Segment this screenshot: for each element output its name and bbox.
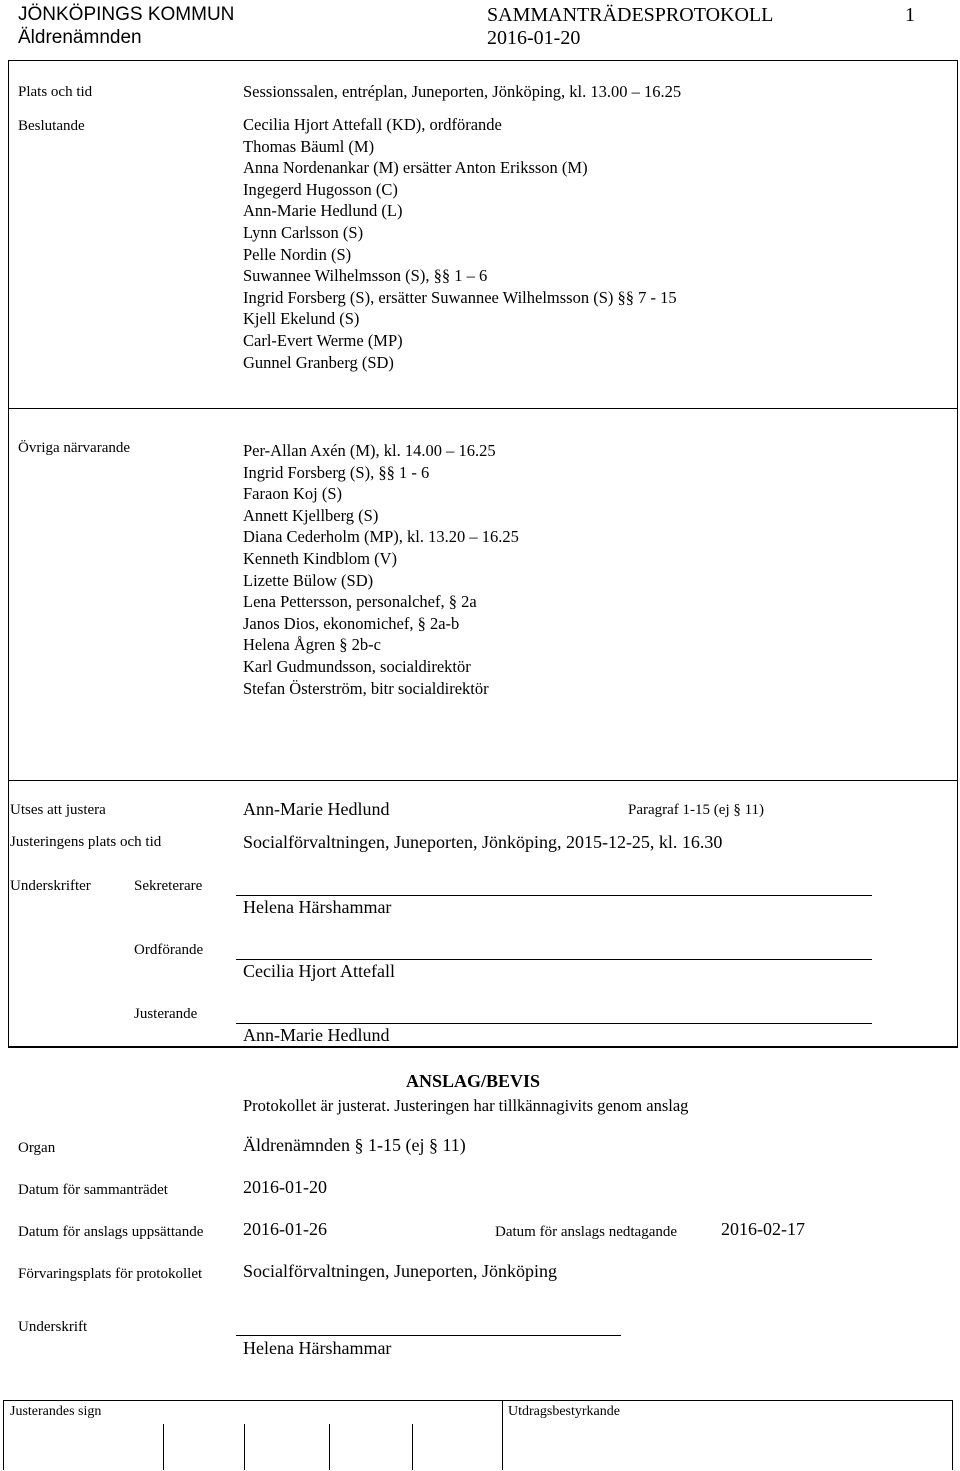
datum-sammantradet-label: Datum för sammanträdet — [18, 1182, 168, 1198]
signature-line-sekreterare — [236, 895, 872, 896]
nedtagande-label: Datum för anslags nedtagande — [495, 1224, 678, 1240]
beslutande-item: Thomas Bäuml (M) — [243, 136, 375, 156]
beslutande-label: Beslutande — [18, 118, 85, 134]
right-border — [957, 60, 958, 1046]
sekreterare-name: Helena Härshammar — [243, 897, 392, 917]
ordforande-name: Cecilia Hjort Attefall — [243, 961, 395, 981]
document-date: 2016-01-20 — [487, 27, 581, 49]
justeringens-plats-value: Socialförvaltningen, Juneporten, Jönköping, 2015-12-25, kl. 16.30 — [243, 832, 723, 852]
organ-value: Äldrenämnden § 1-15 (ej § 11) — [243, 1135, 466, 1155]
justerande-label: Justerande — [134, 1006, 198, 1022]
page-number: 1 — [905, 4, 915, 26]
beslutande-item: Gunnel Granberg (SD) — [243, 352, 394, 372]
section-divider — [8, 780, 958, 781]
signature-line-underskrift — [236, 1335, 621, 1336]
underskrifter-label: Underskrifter — [10, 878, 91, 894]
ordforande-label: Ordförande — [134, 942, 204, 958]
committee-name: Äldrenämnden — [18, 27, 142, 48]
ovriga-item: Lizette Bülow (SD) — [243, 570, 374, 590]
ovriga-label: Övriga närvarande — [18, 440, 131, 456]
beslutande-list — [243, 114, 677, 373]
ovriga-item: Diana Cederholm (MP), kl. 13.20 – 16.25 — [243, 527, 519, 547]
beslutande-item: Kjell Ekelund (S) — [243, 309, 360, 329]
beslutande-item: Carl-Evert Werme (MP) — [243, 330, 403, 350]
underskrift-name: Helena Härshammar — [243, 1338, 392, 1358]
organ-label: Organ — [18, 1140, 56, 1156]
ovriga-item: Janos Dios, ekonomichef, § 2a-b — [243, 613, 460, 633]
utses-label: Utses att justera — [10, 802, 106, 818]
beslutande-item: Ingrid Forsberg (S), ersätter Suwannee Wilhelmsson (S) §§ 7 - 15 — [243, 287, 677, 307]
anslag-statement: Protokollet är justerat. Justeringen har tillkännagivits genom anslag — [243, 1096, 689, 1115]
underskrift-label: Underskrift — [18, 1319, 88, 1335]
plats-och-tid-label: Plats och tid — [18, 84, 93, 100]
beslutande-item: Anna Nordenankar (M) ersätter Anton Eriksson (M) — [243, 158, 588, 178]
beslutande-item: Ingegerd Hugosson (C) — [243, 179, 398, 199]
anslag-divider — [8, 1046, 958, 1048]
signature-line-ordforande — [236, 959, 872, 960]
sekreterare-label: Sekreterare — [134, 878, 203, 894]
utdragsbestyrkande-label: Utdragsbestyrkande — [508, 1404, 620, 1419]
beslutande-item: Pelle Nordin (S) — [243, 244, 352, 264]
document-type: SAMMANTRÄDESPROTOKOLL — [487, 4, 774, 26]
footer-left-border — [3, 1400, 4, 1470]
section-divider — [8, 408, 958, 409]
footer-right-border — [952, 1400, 953, 1470]
beslutande-item: Cecilia Hjort Attefall (KD), ordförande — [243, 115, 502, 134]
justerande-name: Ann-Marie Hedlund — [243, 1025, 390, 1045]
footer-middle-divider — [502, 1400, 503, 1470]
justeringens-plats-label: Justeringens plats och tid — [10, 834, 162, 850]
ovriga-item: Ingrid Forsberg (S), §§ 1 - 6 — [243, 462, 430, 482]
beslutande-item: Lynn Carlsson (S) — [243, 222, 364, 242]
ovriga-item: Stefan Österström, bitr socialdirektör — [243, 678, 489, 698]
uppsattande-label: Datum för anslags uppsättande — [18, 1224, 204, 1240]
ovriga-item: Faraon Koj (S) — [243, 484, 342, 504]
footer-top-border — [3, 1400, 953, 1401]
justerandes-sign-label: Justerandes sign — [10, 1404, 102, 1419]
ovriga-item: Karl Gudmundsson, socialdirektör — [243, 656, 471, 676]
nedtagande-value: 2016-02-17 — [721, 1219, 805, 1239]
uppsattande-value: 2016-01-26 — [243, 1219, 327, 1239]
ovriga-item: Lena Pettersson, personalchef, § 2a — [243, 592, 477, 612]
header-divider — [8, 60, 958, 61]
org-name: JÖNKÖPINGS KOMMUN — [18, 4, 235, 25]
forvaring-value: Socialförvaltningen, Juneporten, Jönköping — [243, 1261, 557, 1281]
left-border — [8, 60, 9, 1046]
anslag-title: ANSLAG/BEVIS — [406, 1071, 541, 1091]
ovriga-item: Helena Ågren § 2b-c — [243, 635, 381, 655]
forvaring-label: Förvaringsplats för protokollet — [18, 1266, 203, 1282]
ovriga-item: Annett Kjellberg (S) — [243, 505, 379, 525]
sign-box-divider — [412, 1424, 413, 1470]
beslutande-item: Suwannee Wilhelmsson (S), §§ 1 – 6 — [243, 266, 488, 286]
ovriga-list — [243, 440, 519, 699]
signature-line-justerande — [236, 1023, 872, 1024]
paragraf-range: Paragraf 1-15 (ej § 11) — [628, 802, 765, 818]
ovriga-item: Kenneth Kindblom (V) — [243, 548, 397, 568]
plats-och-tid-value: Sessionssalen, entréplan, Juneporten, Jönköping, kl. 13.00 – 16.25 — [243, 82, 682, 101]
ovriga-item: Per-Allan Axén (M), kl. 14.00 – 16.25 — [243, 441, 496, 460]
datum-sammantradet-value: 2016-01-20 — [243, 1177, 327, 1197]
utses-value: Ann-Marie Hedlund — [243, 799, 390, 819]
sign-box-divider — [329, 1424, 330, 1470]
beslutande-item: Ann-Marie Hedlund (L) — [243, 201, 403, 221]
sign-box-divider — [244, 1424, 245, 1470]
sign-box-divider — [163, 1424, 164, 1470]
